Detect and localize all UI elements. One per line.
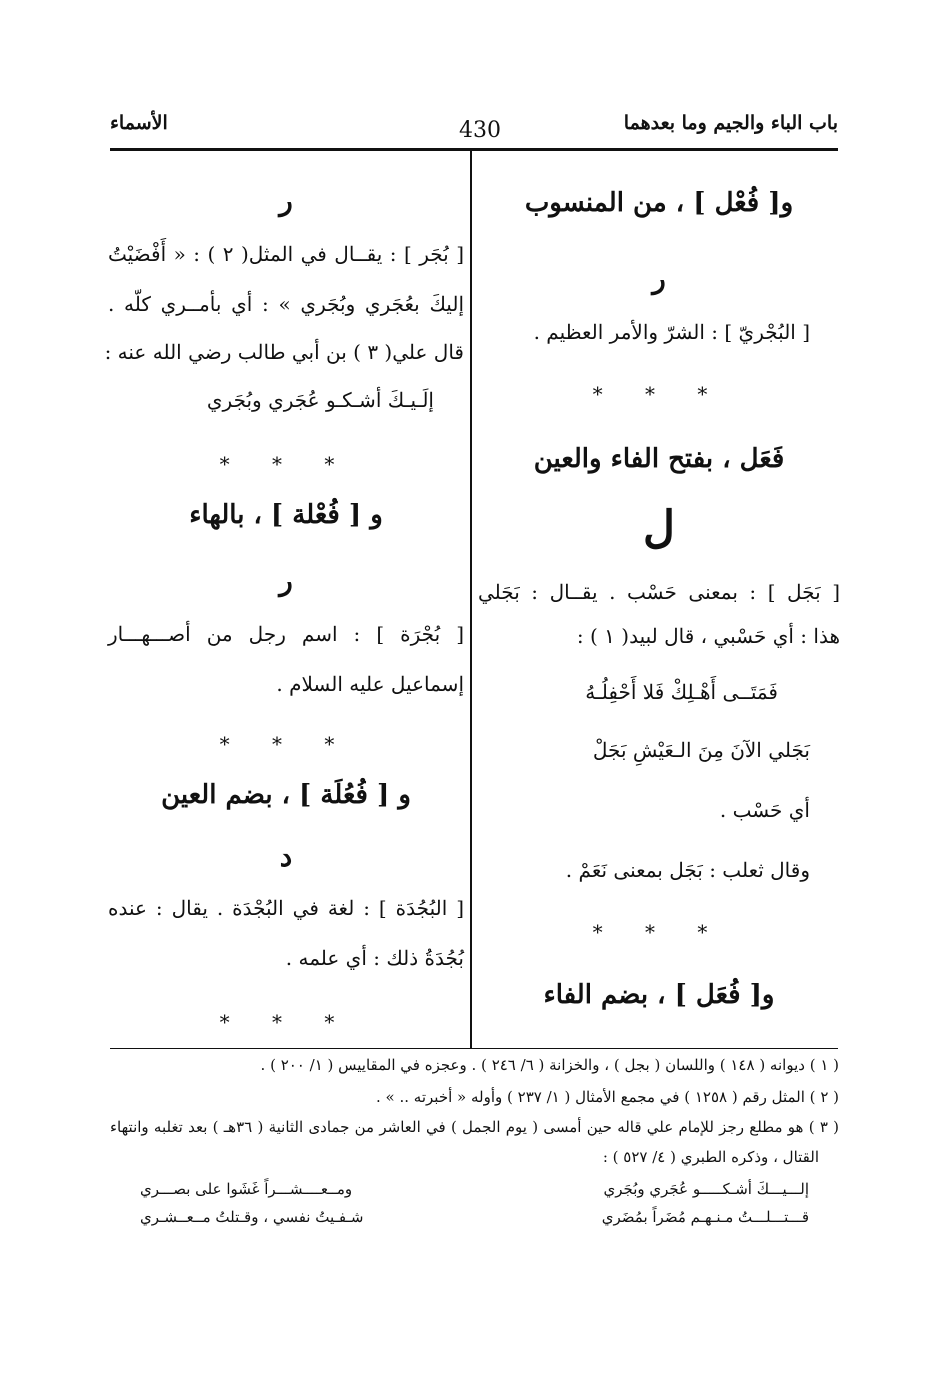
root-letter: د <box>279 840 293 873</box>
section-title: الأسماء <box>110 112 168 134</box>
separator-stars: * * * <box>592 382 726 406</box>
footnote-2: ( ٢ ) المثل رقم ( ١٢٥٨ ) في مجمع الأمثال ( ١/ ٢٣٧ ) وأوله « أخبرته .. » . <box>376 1088 839 1106</box>
root-letter: ر <box>279 564 293 597</box>
entry-text: [ بَجَل ] : بمعنى حَسْب . يقــال : بَجَلي <box>478 580 840 604</box>
entry-text: إسماعيل عليه السلام . <box>276 672 464 696</box>
entry-text: قال علي( ٣ ) بن أبي طالب رضي الله عنه : <box>104 340 464 364</box>
entry-text: هذا : أي حَسْبي ، قال لبيد( ١ ) : <box>576 624 840 648</box>
section-heading: فَعَل ، بفتح الفاء والعين <box>533 444 785 474</box>
separator-stars: * * * <box>592 920 726 944</box>
entry-text: [ بُجَر ] : يقــال في المثل( ٢ ) : « أَفْضَيْتُ <box>108 242 465 266</box>
footnote-3-continued: القتال ، وذكره الطبري ( ٤/ ٥٢٧ ) : <box>602 1148 819 1166</box>
entry-text: أي حَسْب . <box>719 798 810 822</box>
verse-line: بَجَلي الآنَ مِنَ الـعَيْشِ بَجَلْ <box>592 738 810 762</box>
footnote-1: ( ١ ) ديوانه ( ١٤٨ ) واللسان ( بجل ) ، والخزانة ( ٦/ ٢٤٦ ) . وعجزه في المقاييس ( ١/ ٢٠٠ ) . <box>260 1056 839 1074</box>
entry-text: إليكَ بعُجَري وبُجَري » : أي بأمــري كلّه . <box>108 292 464 316</box>
page-number: 430 <box>459 118 501 143</box>
separator-stars: * * * <box>219 452 353 476</box>
section-heading: و [ فُعُلَة ] ، بضم العين <box>161 780 411 810</box>
verse-line: إلَـيـكَ أشـكـو عُجَري وبُجَري <box>206 388 434 412</box>
entry-text: [ البُجْريّ ] : الشرّ والأمر العظيم . <box>533 320 810 344</box>
separator-stars: * * * <box>219 1010 353 1034</box>
running-header <box>110 108 838 148</box>
verse-line: فَمَتَــى أَهْـلِكْ فَلا أَحْفِلُـهُ <box>585 680 778 704</box>
root-letter: ر <box>279 184 293 217</box>
chapter-title: باب الباء والجيم وما بعدهما <box>623 112 838 134</box>
root-letter: ل <box>643 502 675 553</box>
entry-text: بُجُدَةُ ذلك : أي علمه . <box>285 946 464 970</box>
entry-text: وقال ثعلب : بَجَل بمعنى نَعَمْ . <box>565 858 810 882</box>
footnote-verse: إلـــيـــكَ أشـكـــــو عُجَري وبُجَري <box>603 1180 809 1198</box>
footnote-3: ( ٣ ) هو مطلع رجز للإمام علي قاله حين أمسى ( يوم الجمل ) في العاشر من جمادى الثانية ( ٣٦هـ ) بعد تغلبه وانتهاء <box>110 1118 839 1136</box>
footnote-verse: ومــعــــشـــراً غَشَوا على بصـــري <box>140 1180 353 1198</box>
footnote-verse: قـــتـــلـــتُ مـنـهـم مُضَراً بمُضَري <box>601 1208 809 1226</box>
section-heading: و [ فُعْلة ] ، بالهاء <box>189 500 383 530</box>
root-letter: ر <box>652 262 666 295</box>
footnote-verse: شـفـيتُ نفسي ، وقـتلتُ مــعــشـري <box>140 1208 364 1226</box>
entry-text: [ البُجُدَة ] : لغة في البُجْدَة . يقال : عنده <box>108 896 464 920</box>
separator-stars: * * * <box>219 732 353 756</box>
footnote-rule <box>110 1048 838 1049</box>
section-heading: و[ فُعَل ] ، بضم الفاء <box>543 980 775 1010</box>
section-heading: و[ فُعْل ] ، من المنسوب <box>524 188 794 218</box>
entry-text: [ بُجْرَة ] : اسم رجل من أصـــهـــار <box>108 622 464 646</box>
column-divider <box>470 150 472 1048</box>
header-rule <box>110 148 838 151</box>
